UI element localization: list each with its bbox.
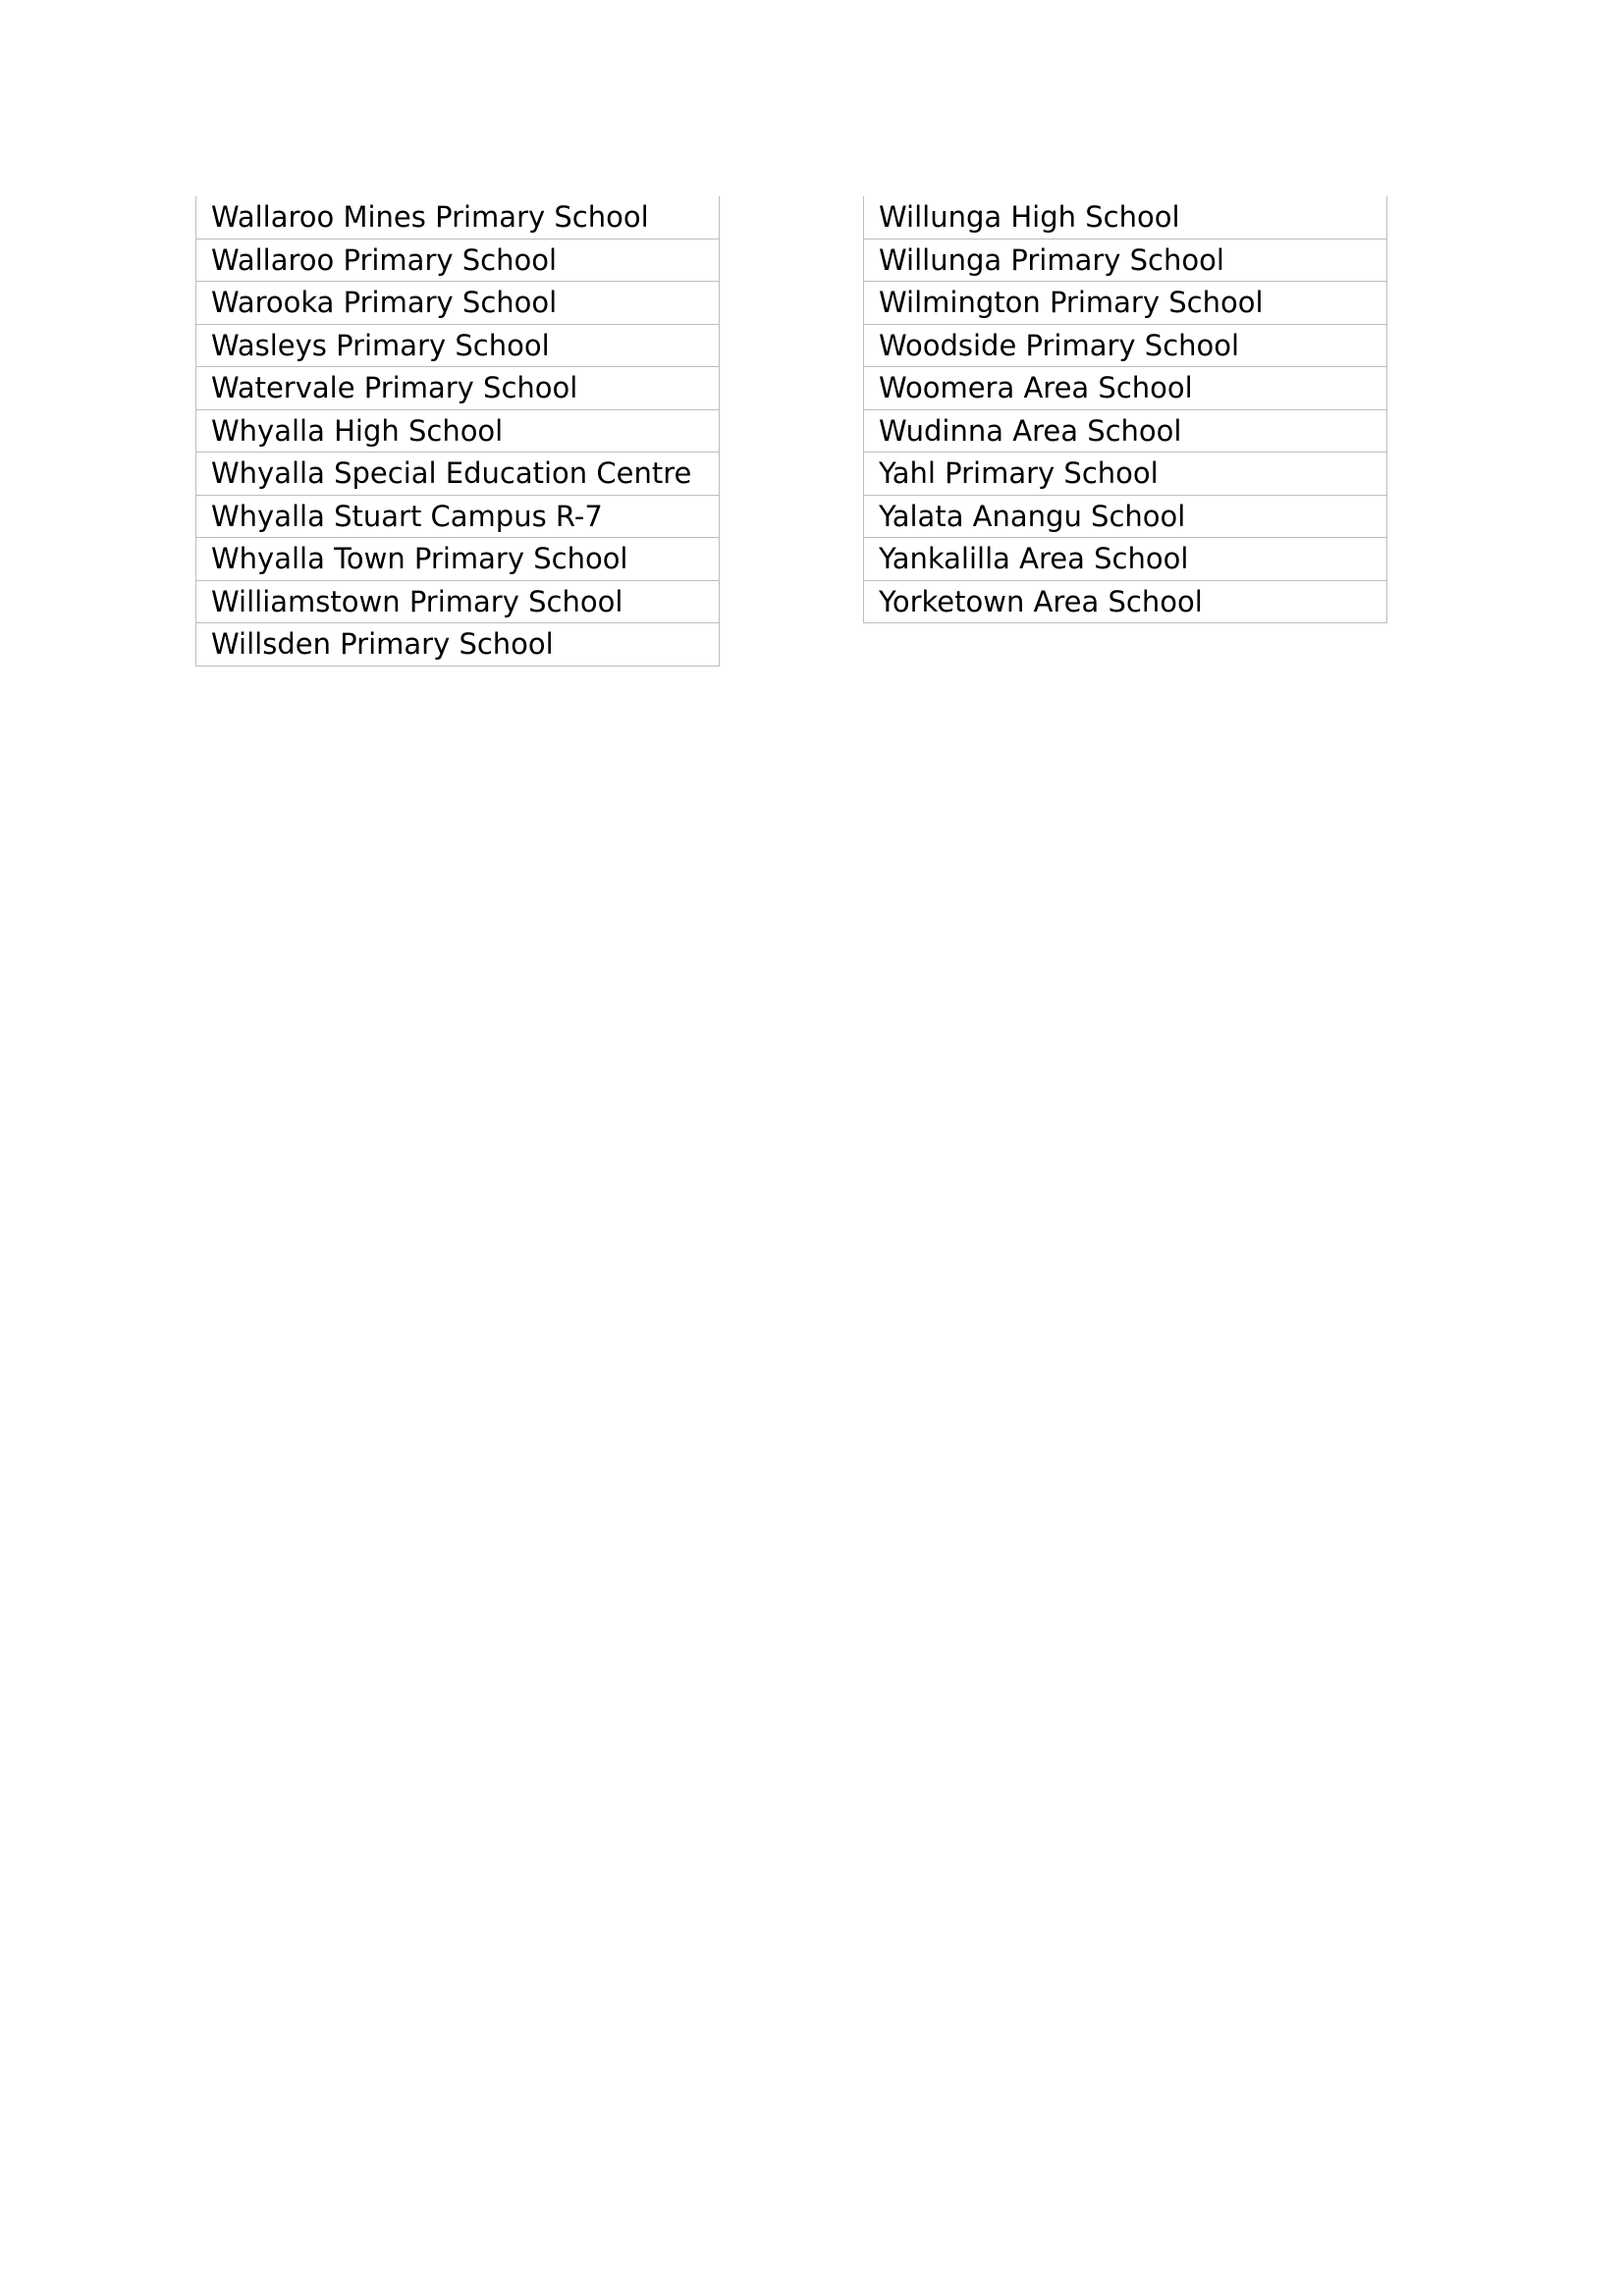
table-row [864, 282, 1387, 325]
school-name-cell: Wallaroo Primary School [196, 239, 720, 282]
school-name-cell: Woomera Area School [864, 367, 1387, 410]
school-name-cell: Willsden Primary School [196, 623, 720, 667]
table-row [196, 282, 720, 325]
school-list-left [195, 196, 720, 667]
table-row [196, 623, 720, 667]
table-row [864, 495, 1387, 538]
table-row [196, 239, 720, 282]
table-row [864, 580, 1387, 623]
school-name-cell: Wasleys Primary School [196, 324, 720, 367]
table-row [196, 580, 720, 623]
school-name-cell: Whyalla Special Education Centre [196, 453, 720, 496]
table-row [864, 324, 1387, 367]
school-name-cell: Yalata Anangu School [864, 495, 1387, 538]
table-row [196, 538, 720, 581]
school-name-cell: Yahl Primary School [864, 453, 1387, 496]
table-row [196, 409, 720, 453]
table-row [196, 453, 720, 496]
school-name-cell: Williamstown Primary School [196, 580, 720, 623]
table-row [196, 196, 720, 239]
table-row [196, 324, 720, 367]
school-name-cell: Willunga High School [864, 196, 1387, 239]
table-row [196, 495, 720, 538]
school-name-cell: Yorketown Area School [864, 580, 1387, 623]
school-name-cell: Yankalilla Area School [864, 538, 1387, 581]
school-name-cell: Wudinna Area School [864, 409, 1387, 453]
school-name-cell: Watervale Primary School [196, 367, 720, 410]
school-name-cell: Whyalla High School [196, 409, 720, 453]
school-name-cell: Woodside Primary School [864, 324, 1387, 367]
school-name-cell: Whyalla Town Primary School [196, 538, 720, 581]
school-name-cell: Whyalla Stuart Campus R-7 [196, 495, 720, 538]
school-name-cell: Wallaroo Mines Primary School [196, 196, 720, 239]
school-name-cell: Wilmington Primary School [864, 282, 1387, 325]
table-row [864, 453, 1387, 496]
table-row [196, 367, 720, 410]
table-row [864, 538, 1387, 581]
school-name-cell: Warooka Primary School [196, 282, 720, 325]
table-row [864, 239, 1387, 282]
table-row [864, 196, 1387, 239]
school-list-right [863, 196, 1387, 623]
school-name-cell: Willunga Primary School [864, 239, 1387, 282]
table-row [864, 409, 1387, 453]
table-row [864, 367, 1387, 410]
